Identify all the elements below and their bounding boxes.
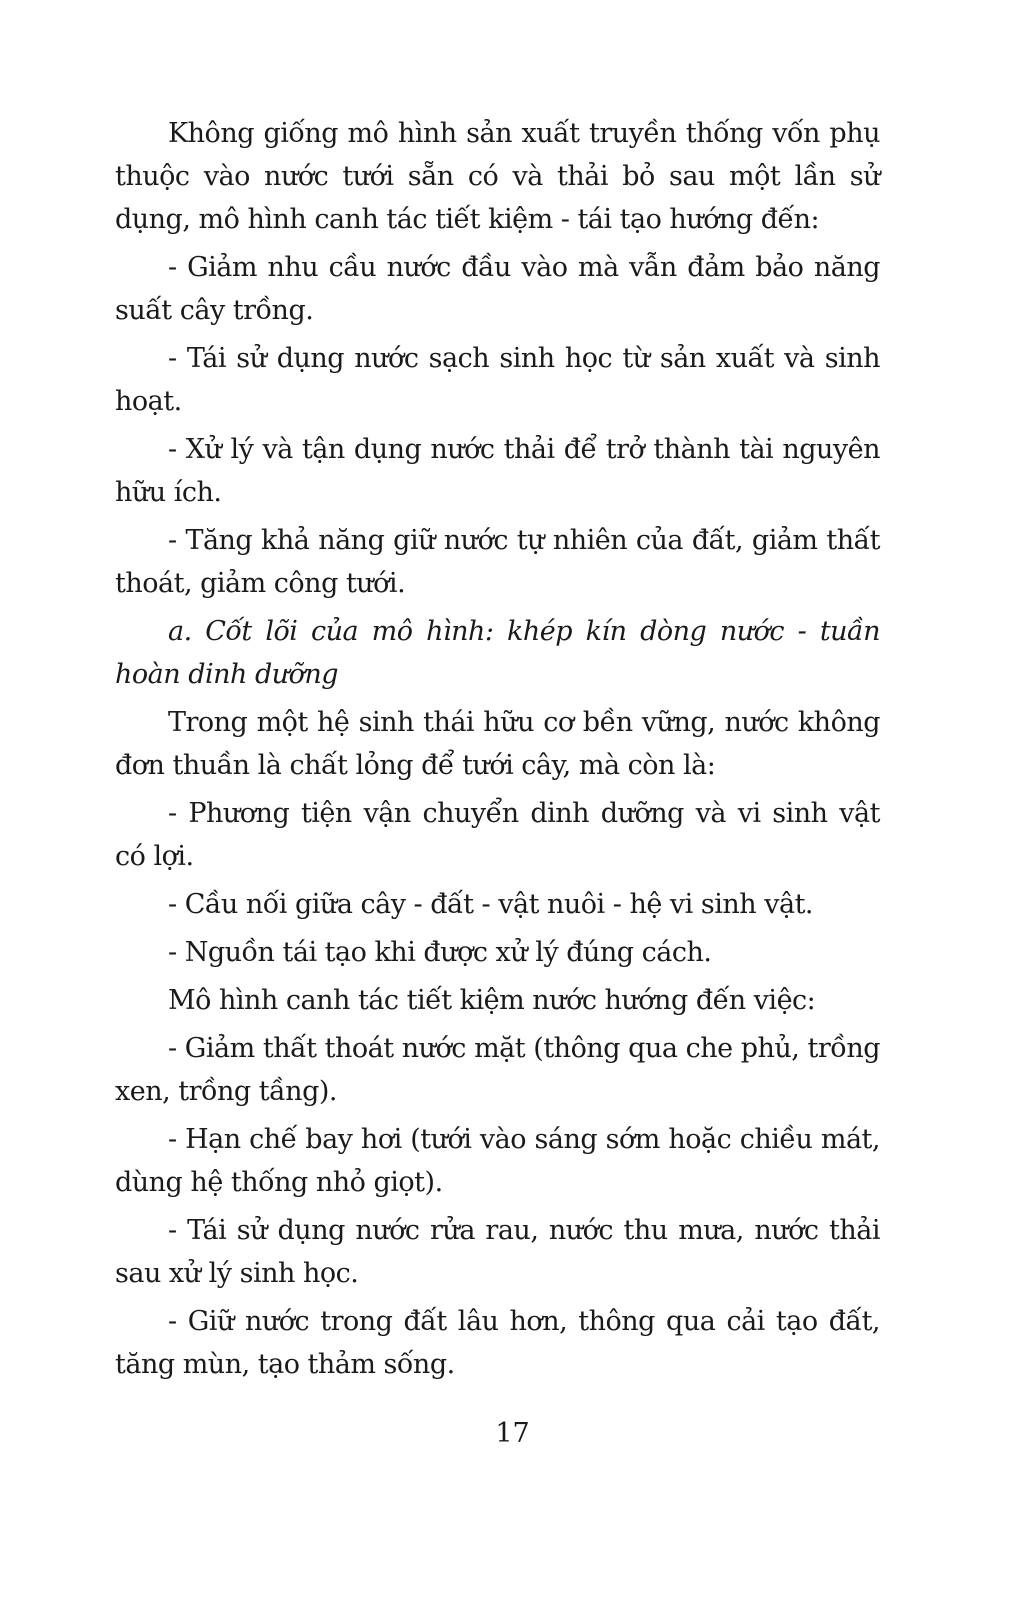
bullet-bridge: - Cầu nối giữa cây - đất - vật nuôi - hệ vi sinh vật. [168, 889, 814, 920]
bullet-reuse-clean-water: - Tái sử dụng nước sạch sinh học từ sản xuất và sinh hoạt. [115, 343, 880, 417]
section-heading: a. Cốt lõi của mô hình: khép kín dòng nước - tuần hoàn dinh dưỡng [115, 616, 880, 690]
bullet-keep-soil-water: - Giữ nước trong đất lâu hơn, thông qua cải tạo đất, tăng mùn, tạo thảm sống. [115, 1306, 880, 1380]
bullet-renewable-source: - Nguồn tái tạo khi được xử lý đúng cách. [168, 937, 712, 968]
page-number: 17 [495, 1418, 530, 1449]
bullet-reduce-input-water: - Giảm nhu cầu nước đầu vào mà vẫn đảm bảo năng suất cây trồng. [115, 252, 880, 326]
ecosystem-paragraph: Trong một hệ sinh thái hữu cơ bền vững, nước không đơn thuần là chất lỏng để tưới cây, mà còn là: [115, 707, 880, 781]
body-text [115, 112, 880, 1391]
bullet-reduce-surface-loss: - Giảm thất thoát nước mặt (thông qua che phủ, trồng xen, trồng tầng). [115, 1033, 880, 1107]
bullet-limit-evaporation: - Hạn chế bay hơi (tưới vào sáng sớm hoặc chiều mát, dùng hệ thống nhỏ giọt). [115, 1124, 880, 1198]
model-goals-paragraph: Mô hình canh tác tiết kiệm nước hướng đến việc: [168, 985, 816, 1016]
intro-paragraph: Không giống mô hình sản xuất truyền thống vốn phụ thuộc vào nước tưới sẵn có và thải bỏ sau một lần sử dụng, mô hình canh tác tiết kiệm - tái tạo hướng đến: [115, 118, 880, 235]
bullet-treat-wastewater: - Xử lý và tận dụng nước thải để trở thành tài nguyên hữu ích. [115, 434, 880, 508]
bullet-soil-water-retention: - Tăng khả năng giữ nước tự nhiên của đất, giảm thất thoát, giảm công tưới. [115, 525, 880, 599]
bullet-nutrient-transport: - Phương tiện vận chuyển dinh dưỡng và vi sinh vật có lợi. [115, 798, 880, 872]
bullet-reuse-wash-rain-water: - Tái sử dụng nước rửa rau, nước thu mưa, nước thải sau xử lý sinh học. [115, 1215, 880, 1289]
